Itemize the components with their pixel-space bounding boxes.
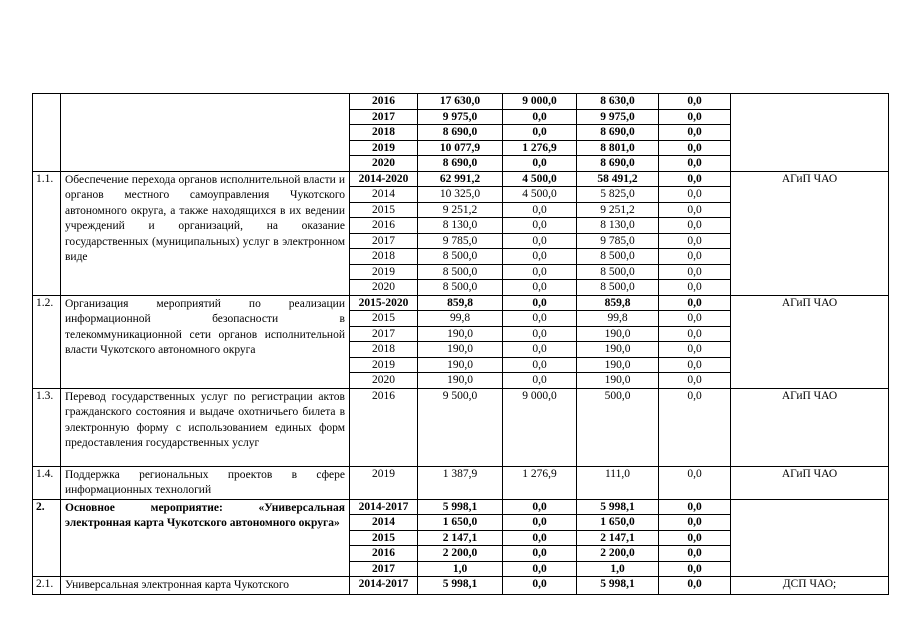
- federal-cell: 0,0: [503, 357, 577, 373]
- executor-cell: АГиП ЧАО: [731, 388, 889, 466]
- executor-cell: АГиП ЧАО: [731, 295, 889, 388]
- federal-cell: 0,0: [503, 546, 577, 562]
- index-cell: 2.: [33, 499, 61, 577]
- other-cell: 0,0: [659, 388, 731, 466]
- total-cell: 8 690,0: [418, 156, 503, 172]
- total-cell: 10 325,0: [418, 187, 503, 203]
- total-cell: 8 690,0: [418, 125, 503, 141]
- other-cell: 0,0: [659, 202, 731, 218]
- executor-cell: [731, 499, 889, 577]
- year-cell: 2018: [350, 249, 418, 265]
- year-cell: 2019: [350, 264, 418, 280]
- description-cell: Перевод государственных услуг по регистрации актов гражданского состояния и выдаче охотничьего билета в электронную форму с использованием единых форм предоставления государственных услуг: [61, 388, 350, 466]
- total-cell: 8 130,0: [418, 218, 503, 234]
- regional-cell: 8 130,0: [577, 218, 659, 234]
- executor-cell: ДСП ЧАО;: [731, 577, 889, 595]
- total-cell: 62 991,2: [418, 171, 503, 187]
- regional-cell: 190,0: [577, 326, 659, 342]
- total-cell: 1,0: [418, 561, 503, 577]
- federal-cell: 0,0: [503, 249, 577, 265]
- regional-cell: 58 491,2: [577, 171, 659, 187]
- regional-cell: 8 630,0: [577, 94, 659, 110]
- year-cell: 2015: [350, 311, 418, 327]
- year-cell: 2020: [350, 280, 418, 296]
- index-cell: [33, 94, 61, 172]
- year-cell: 2014: [350, 187, 418, 203]
- year-cell: 2017: [350, 109, 418, 125]
- other-cell: 0,0: [659, 109, 731, 125]
- regional-cell: 1 650,0: [577, 515, 659, 531]
- other-cell: 0,0: [659, 561, 731, 577]
- regional-cell: 190,0: [577, 342, 659, 358]
- regional-cell: 8 500,0: [577, 264, 659, 280]
- year-cell: 2019: [350, 140, 418, 156]
- year-cell: 2017: [350, 233, 418, 249]
- federal-cell: 0,0: [503, 373, 577, 389]
- regional-cell: 2 147,1: [577, 530, 659, 546]
- regional-cell: 8 801,0: [577, 140, 659, 156]
- federal-cell: 1 276,9: [503, 466, 577, 499]
- year-cell: 2020: [350, 156, 418, 172]
- regional-cell: 5 825,0: [577, 187, 659, 203]
- federal-cell: 0,0: [503, 295, 577, 311]
- index-cell: 2.1.: [33, 577, 61, 595]
- total-cell: 2 200,0: [418, 546, 503, 562]
- year-cell: 2014-2017: [350, 577, 418, 595]
- year-cell: 2017: [350, 326, 418, 342]
- regional-cell: 859,8: [577, 295, 659, 311]
- regional-cell: 190,0: [577, 373, 659, 389]
- index-cell: 1.4.: [33, 466, 61, 499]
- other-cell: 0,0: [659, 280, 731, 296]
- description-cell: Обеспечение перехода органов исполнительной власти и органов местного самоуправления Чукотского автономного округа, а также находящихся в их ведении учреждений и организаций, на оказание государственных (муниципальных) услуг в электронном виде: [61, 171, 350, 295]
- federal-cell: 0,0: [503, 280, 577, 296]
- total-cell: 2 147,1: [418, 530, 503, 546]
- year-cell: 2015: [350, 530, 418, 546]
- year-cell: 2016: [350, 218, 418, 234]
- total-cell: 190,0: [418, 373, 503, 389]
- federal-cell: 0,0: [503, 342, 577, 358]
- description-cell: [61, 94, 350, 172]
- federal-cell: 0,0: [503, 326, 577, 342]
- total-cell: 190,0: [418, 342, 503, 358]
- year-cell: 2014: [350, 515, 418, 531]
- other-cell: 0,0: [659, 218, 731, 234]
- other-cell: 0,0: [659, 233, 731, 249]
- table-row: [33, 577, 889, 595]
- regional-cell: 8 690,0: [577, 156, 659, 172]
- year-cell: 2015: [350, 202, 418, 218]
- year-cell: 2017: [350, 561, 418, 577]
- regional-cell: 500,0: [577, 388, 659, 466]
- year-cell: 2016: [350, 388, 418, 466]
- other-cell: 0,0: [659, 530, 731, 546]
- total-cell: 9 785,0: [418, 233, 503, 249]
- year-cell: 2015-2020: [350, 295, 418, 311]
- total-cell: 1 650,0: [418, 515, 503, 531]
- total-cell: 9 975,0: [418, 109, 503, 125]
- total-cell: 17 630,0: [418, 94, 503, 110]
- funding-table: [32, 93, 889, 595]
- table-row: [33, 388, 889, 466]
- description-cell: Основное мероприятие: «Универсальная электронная карта Чукотского автономного округа»: [61, 499, 350, 577]
- total-cell: 10 077,9: [418, 140, 503, 156]
- regional-cell: 99,8: [577, 311, 659, 327]
- total-cell: 190,0: [418, 357, 503, 373]
- table-row: [33, 499, 889, 515]
- regional-cell: 9 975,0: [577, 109, 659, 125]
- total-cell: 5 998,1: [418, 499, 503, 515]
- year-cell: 2014-2017: [350, 499, 418, 515]
- year-cell: 2019: [350, 357, 418, 373]
- total-cell: 9 500,0: [418, 388, 503, 466]
- federal-cell: 0,0: [503, 311, 577, 327]
- year-cell: 2020: [350, 373, 418, 389]
- regional-cell: 9 785,0: [577, 233, 659, 249]
- index-cell: 1.2.: [33, 295, 61, 388]
- federal-cell: 9 000,0: [503, 94, 577, 110]
- regional-cell: 1,0: [577, 561, 659, 577]
- other-cell: 0,0: [659, 311, 731, 327]
- index-cell: 1.1.: [33, 171, 61, 295]
- year-cell: 2019: [350, 466, 418, 499]
- regional-cell: 5 998,1: [577, 577, 659, 595]
- federal-cell: 0,0: [503, 218, 577, 234]
- year-cell: 2018: [350, 125, 418, 141]
- federal-cell: 0,0: [503, 156, 577, 172]
- other-cell: 0,0: [659, 125, 731, 141]
- index-cell: 1.3.: [33, 388, 61, 466]
- total-cell: 8 500,0: [418, 249, 503, 265]
- executor-cell: [731, 94, 889, 172]
- other-cell: 0,0: [659, 295, 731, 311]
- other-cell: 0,0: [659, 140, 731, 156]
- total-cell: 5 998,1: [418, 577, 503, 595]
- federal-cell: 0,0: [503, 125, 577, 141]
- other-cell: 0,0: [659, 499, 731, 515]
- regional-cell: 8 500,0: [577, 249, 659, 265]
- other-cell: 0,0: [659, 156, 731, 172]
- table-row: [33, 466, 889, 499]
- federal-cell: 4 500,0: [503, 171, 577, 187]
- other-cell: 0,0: [659, 326, 731, 342]
- other-cell: 0,0: [659, 249, 731, 265]
- other-cell: 0,0: [659, 577, 731, 595]
- federal-cell: 0,0: [503, 202, 577, 218]
- table-row: [33, 295, 889, 311]
- other-cell: 0,0: [659, 342, 731, 358]
- executor-cell: АГиП ЧАО: [731, 466, 889, 499]
- federal-cell: 0,0: [503, 499, 577, 515]
- other-cell: 0,0: [659, 515, 731, 531]
- federal-cell: 0,0: [503, 530, 577, 546]
- description-cell: Универсальная электронная карта Чукотского: [61, 577, 350, 595]
- regional-cell: 190,0: [577, 357, 659, 373]
- table-row: [33, 94, 889, 110]
- federal-cell: 0,0: [503, 577, 577, 595]
- description-cell: Организация мероприятий по реализации информационной безопасности в телекоммуникационной сети органов исполнительной власти Чукотского автономного округа: [61, 295, 350, 388]
- regional-cell: 5 998,1: [577, 499, 659, 515]
- federal-cell: 1 276,9: [503, 140, 577, 156]
- year-cell: 2018: [350, 342, 418, 358]
- federal-cell: 0,0: [503, 515, 577, 531]
- other-cell: 0,0: [659, 264, 731, 280]
- regional-cell: 2 200,0: [577, 546, 659, 562]
- total-cell: 859,8: [418, 295, 503, 311]
- total-cell: 9 251,2: [418, 202, 503, 218]
- regional-cell: 111,0: [577, 466, 659, 499]
- year-cell: 2016: [350, 546, 418, 562]
- federal-cell: 0,0: [503, 561, 577, 577]
- total-cell: 99,8: [418, 311, 503, 327]
- year-cell: 2014-2020: [350, 171, 418, 187]
- other-cell: 0,0: [659, 373, 731, 389]
- other-cell: 0,0: [659, 466, 731, 499]
- year-cell: 2016: [350, 94, 418, 110]
- other-cell: 0,0: [659, 357, 731, 373]
- total-cell: 190,0: [418, 326, 503, 342]
- description-cell: Поддержка региональных проектов в сфере информационных технологий: [61, 466, 350, 499]
- federal-cell: 0,0: [503, 264, 577, 280]
- federal-cell: 9 000,0: [503, 388, 577, 466]
- other-cell: 0,0: [659, 546, 731, 562]
- total-cell: 1 387,9: [418, 466, 503, 499]
- table-row: [33, 171, 889, 187]
- total-cell: 8 500,0: [418, 264, 503, 280]
- other-cell: 0,0: [659, 94, 731, 110]
- federal-cell: 4 500,0: [503, 187, 577, 203]
- federal-cell: 0,0: [503, 109, 577, 125]
- other-cell: 0,0: [659, 187, 731, 203]
- federal-cell: 0,0: [503, 233, 577, 249]
- regional-cell: 8 690,0: [577, 125, 659, 141]
- other-cell: 0,0: [659, 171, 731, 187]
- executor-cell: АГиП ЧАО: [731, 171, 889, 295]
- regional-cell: 8 500,0: [577, 280, 659, 296]
- total-cell: 8 500,0: [418, 280, 503, 296]
- regional-cell: 9 251,2: [577, 202, 659, 218]
